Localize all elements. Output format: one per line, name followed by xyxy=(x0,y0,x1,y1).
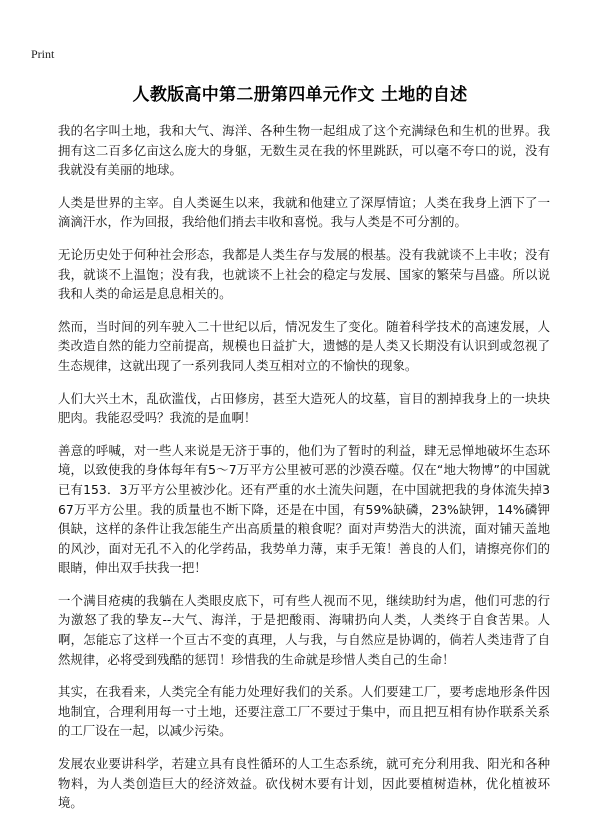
paragraph: 一个满目疮痍的我躺在人类眼皮底下，可有些人视而不见，继续助纣为虐，他们可悲的行为激怒了我的挚友--大气、海洋，于是把酸雨、海啸扔向人类，人类终于自食苦果。人啊，怎能忘了这样一个亘古不变的真理，人与我，与自然应是协调的，倘若人类违背了自然规律，必将受到残酷的惩罚！珍惜我的生命就是珍惜人类自己的生命！ xyxy=(58,592,550,667)
document-title: 人教版高中第二册第四单元作文 土地的自述 xyxy=(132,85,468,105)
paragraph: 然而，当时间的列车驶入二十世纪以后，情况发生了变化。随着科学技术的高速发展，人类改造自然的能力空前提高，规模也日益扩大，遗憾的是人类又长期没有认识到或忽视了生态规律，这就出现了一系列我同人类互相对立的不愉快的现象。 xyxy=(58,318,550,373)
document-body xyxy=(58,121,550,826)
paragraph: 我的名字叫土地，我和大气、海洋、各种生物一起组成了这个充满绿色和生机的世界。我拥有这二百多亿亩这么庞大的身躯，无数生灵在我的怀里跳跃，可以毫不夸口的说，没有我就没有美丽的地球。 xyxy=(58,123,550,178)
paragraph: 善意的呼喊，对一些人来说是无济于事的，他们为了暂时的利益，肆无忌惮地破坏生态环境，以致使我的身体每年有5～7万平方公里被可恶的沙漠吞噬。仅在“地大物博”的中国就已有153．3万平方公里被沙化。还有严重的水土流失问题，在中国就把我的身体流失掉367万平方公里。我的质量也不断下降，还是在中国，有59%缺磷，23%缺钾，14%磷钾俱缺，这样的条件让我怎能生产出高质量的粮食呢？面对声势浩大的洪流，面对铺天盖地的风沙，面对无孔不入的化学药品，我势单力薄，束手无策！善良的人们，请擦亮你们的眼睛，伸出双手扶我一把！ xyxy=(58,442,550,576)
paragraph: 无论历史处于何种社会形态，我都是人类生存与发展的根基。没有我就谈不上丰收；没有我，就谈不上温饱；没有我，也就谈不上社会的稳定与发展、国家的繁荣与昌盛。所以说我和人类的命运是息息相关的。 xyxy=(58,246,550,302)
paragraph: 人们大兴土木，乱砍滥伐，占田修房，甚至大造死人的坟墓，盲目的割掉我身上的一块块肥肉。我能忍受吗？我流的是血啊！ xyxy=(58,390,550,426)
paragraph: 其实，在我看来，人类完全有能力处理好我们的关系。人们要建工厂，要考虑地形条件因地制宜，合理利用每一寸土地，还要注意工厂不要过于集中，而且把互相有协作联系关系的工厂设在一起，以减少污染。 xyxy=(58,684,550,739)
print-link[interactable]: Print xyxy=(31,47,55,61)
paragraph: 人类是世界的主宰。自人类诞生以来，我就和他建立了深厚情谊；人类在我身上洒下了一滴滴汗水，作为回报，我给他们捎去丰收和喜悦。我与人类是不可分割的。 xyxy=(58,194,550,230)
paragraph: 发展农业要讲科学，若建立具有良性循环的人工生态系统，就可充分利用我、阳光和各种物料，为人类创造巨大的经济效益。砍伐树木要有计划，因此要植树造林，优化植被环境。 xyxy=(58,756,550,811)
